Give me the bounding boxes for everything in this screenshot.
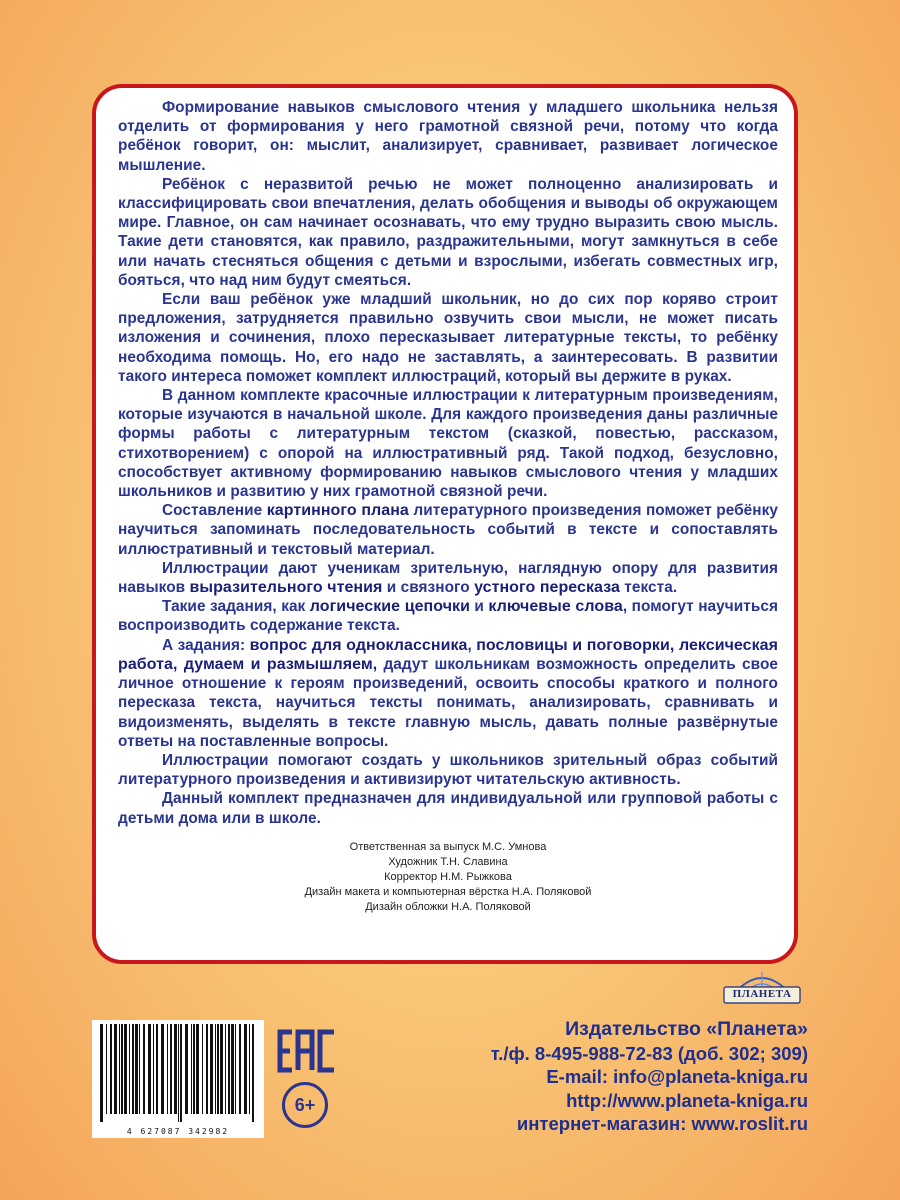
publisher-website[interactable]: http://www.planeta-kniga.ru	[566, 1089, 808, 1111]
barcode-bar	[110, 1024, 112, 1114]
barcode-bar	[156, 1024, 158, 1114]
logo-text: ПЛАНЕТА	[732, 988, 792, 1000]
eac-icon	[276, 1028, 340, 1074]
highlighted-term: логические цепочки	[309, 598, 470, 616]
annotation-paragraph	[118, 636, 778, 751]
barcode-bar	[191, 1024, 192, 1114]
credit-line: Дизайн обложки Н.А. Поляковой	[365, 900, 531, 913]
credit-line: Дизайн макета и компьютерная вёрстка Н.А. Поляковой	[304, 885, 592, 898]
highlighted-term: выразительного чтения	[189, 579, 383, 597]
annotation-text	[118, 98, 778, 828]
barcode-bar	[170, 1024, 172, 1114]
text-run: Иллюстрации помогают создать у школьников зрительный образ событий литературного произведения и активизируют читательскую активность.	[118, 751, 778, 789]
publisher-phone: т./ф. 8-495-988-72-83 (доб. 302; 309)	[490, 1042, 808, 1064]
age-rating-badge: 6+	[282, 1082, 328, 1128]
barcode-bar	[202, 1024, 203, 1114]
highlighted-term: вопрос для одноклассника	[249, 636, 468, 654]
text-run: Иллюстрации дают ученикам зрительную, наглядную опору для развития навыков	[118, 559, 778, 597]
barcode-bar	[178, 1024, 179, 1122]
barcode-bar	[139, 1024, 140, 1114]
text-run: Если ваш ребёнок уже младший школьник, но до сих пор коряво строит предложения, затрудняется правильно озвучить свои мысли, не может писать изложения и сочинения, плохо пересказывает литературные тексты, то ребёнку необходима помощь. Но, его надо не заставлять, а заинтересовать. В развитии такого интереса поможет комплект иллюстраций, который вы держите в руках.	[118, 291, 778, 385]
barcode-bar	[143, 1024, 145, 1114]
text-run: литературного произведения поможет ребёнку научиться запоминать последовательность событий в тексте и сопоставлять иллюстративный и текстовый материал.	[118, 502, 778, 558]
publisher-name: Издательство «Планета»	[565, 1018, 808, 1040]
barcode-bar	[132, 1024, 134, 1114]
barcode-bar	[244, 1024, 247, 1114]
barcode-bar	[225, 1024, 226, 1114]
highlighted-term: устного пересказа	[474, 579, 620, 597]
text-run: Такие задания, как	[162, 598, 310, 616]
barcode-bar	[217, 1024, 219, 1114]
barcode-bar	[196, 1024, 199, 1114]
barcode-bar	[210, 1024, 213, 1114]
barcode-bar	[228, 1024, 230, 1114]
barcode-bar	[119, 1024, 120, 1114]
barcode-bar	[161, 1024, 164, 1114]
barcode-bar	[167, 1024, 168, 1114]
text-run: В данном комплекте красочные иллюстрации к литературным произведениям, которые изучаются в начальной школе. Для каждого произведения даны различные формы работы с литературным текстом (сказкой, повестью, рассказом, стихотворением) с опорой на иллюстративный ряд. Такой подход, безусловно, способствует активному формированию навыков смыслового чтения у младших школьников и развитию у них грамотной связной речи.	[118, 387, 778, 501]
annotation-paragraph	[118, 559, 778, 597]
annotation-paragraph	[118, 98, 778, 175]
annotation-paragraph	[118, 290, 778, 386]
text-run: ,	[467, 636, 477, 654]
barcode-bar	[135, 1024, 138, 1114]
credit-line: Художник Т.Н. Славина	[388, 855, 508, 868]
text-run: , помогут научиться воспроизводить содержание текста.	[118, 598, 778, 635]
text-run: дадут школьникам возможность определить свое личное отношение к героям произведений, освоить способы краткого и полного пересказа текста, научиться тексты понимать, анализировать, сравнивать и видоизменять, выделять в тексте главную мысль, давать полные развёрнутые ответы на поставленные вопросы.	[118, 655, 779, 750]
annotation-paragraph	[118, 751, 778, 789]
barcode	[92, 1020, 264, 1138]
text-run: Ребёнок с неразвитой речью не может полноценно анализировать и классифицировать свои впечатления, делать обобщения и выводы об окружающем мире. Главное, он сам начинает осознавать, что ему трудно выразить свою мысль. Такие дети становятся, как правило, раздражительными, могут замкнуться в себе или начать стесняться общения с детьми и взрослыми, избегать совместных игр, бояться, что над ним будут смеяться.	[118, 175, 778, 289]
barcode-digits: 4 627087 342982	[126, 1127, 230, 1136]
annotation-paragraph	[118, 501, 778, 559]
barcode-bar	[106, 1024, 107, 1114]
barcode-bar	[153, 1024, 154, 1114]
barcode-bar	[124, 1024, 127, 1114]
barcode-bar	[252, 1024, 254, 1122]
barcode-bar	[235, 1024, 236, 1114]
credit-line: Корректор Н.М. Рыжкова	[384, 870, 512, 883]
barcode-bar	[100, 1024, 103, 1122]
publisher-email[interactable]: E-mail: info@planeta-kniga.ru	[546, 1066, 808, 1087]
barcode-bar	[148, 1024, 151, 1114]
credits-block	[118, 840, 778, 915]
publisher-shop[interactable]: интернет-магазин: www.roslit.ru	[516, 1113, 808, 1134]
annotation-paragraph	[118, 789, 778, 827]
text-run: текста.	[619, 579, 678, 597]
barcode-bar	[249, 1024, 250, 1114]
barcode-bar	[174, 1024, 177, 1114]
highlighted-term: ключевые слова	[488, 598, 623, 616]
annotation-paragraph	[118, 386, 778, 501]
text-run: Данный комплект предназначен для индивидуальной или групповой работы с детьми дома или в школе.	[118, 790, 778, 827]
barcode-bar	[193, 1024, 195, 1114]
text-run: и связного	[382, 579, 475, 597]
barcode-bar	[239, 1024, 241, 1114]
barcode-bar	[185, 1024, 188, 1114]
credit-line: Ответственная за выпуск М.С. Умнова	[349, 840, 547, 853]
barcode-bar	[215, 1024, 216, 1114]
barcode-bars	[92, 1020, 264, 1124]
text-run: Составление	[162, 502, 267, 520]
barcode-bar	[231, 1024, 234, 1114]
highlighted-term: картинного плана	[266, 502, 409, 520]
annotation-paragraph	[118, 597, 778, 635]
barcode-bar	[206, 1024, 208, 1114]
barcode-bar	[121, 1024, 123, 1114]
text-run: и	[469, 598, 489, 616]
barcode-bar	[180, 1024, 182, 1122]
publisher-logo-icon	[722, 966, 802, 1010]
text-run: Формирование навыков смыслового чтения у младшего школьника нельзя отделить от формирования у него грамотной связной речи, потому что когда ребёнок говорит, он: мыслит, анализирует, сравнивает, развивает логическое мышление.	[118, 99, 778, 174]
annotation-paragraph	[118, 175, 778, 290]
publisher-info	[491, 1018, 808, 1136]
text-run: А задания:	[162, 636, 250, 654]
barcode-bar	[114, 1024, 117, 1114]
annotation-panel	[92, 84, 798, 964]
highlighted-term: пословицы и поговорки, лексическая работа, думаем и размышляем,	[118, 636, 779, 673]
barcode-bar	[220, 1024, 223, 1114]
barcode-bar	[129, 1024, 130, 1114]
